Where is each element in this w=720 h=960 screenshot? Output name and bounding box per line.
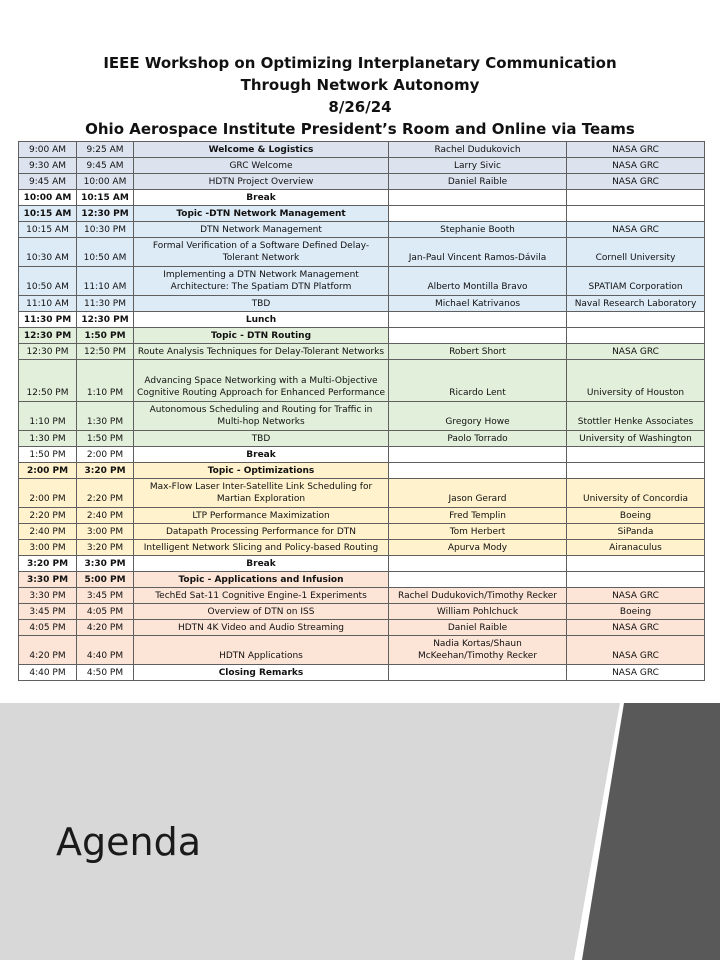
start-time-cell: 3:00 PM	[19, 540, 77, 556]
session-title-cell: Autonomous Scheduling and Routing for Traffic in Multi-hop Networks	[134, 402, 389, 431]
organization-cell: SiPanda	[567, 524, 705, 540]
speaker-cell: Paolo Torrado	[389, 431, 567, 447]
organization-cell: NASA GRC	[567, 636, 705, 665]
agenda-row-break	[19, 312, 705, 328]
session-title-cell: GRC Welcome	[134, 158, 389, 174]
speaker-cell: Rachel Dudukovich	[389, 142, 567, 158]
speaker-cell: Gregory Howe	[389, 402, 567, 431]
start-time-cell: 4:40 PM	[19, 665, 77, 681]
agenda-row	[19, 463, 705, 479]
start-time-cell: 11:10 AM	[19, 296, 77, 312]
speaker-cell	[389, 447, 567, 463]
end-time-cell: 3:45 PM	[77, 588, 134, 604]
organization-cell: NASA GRC	[567, 665, 705, 681]
end-time-cell: 12:30 PM	[77, 206, 134, 222]
end-time-cell: 5:00 PM	[77, 572, 134, 588]
start-time-cell: 10:15 AM	[19, 206, 77, 222]
agenda-row	[19, 540, 705, 556]
session-title-cell: Break	[134, 556, 389, 572]
speaker-cell: Alberto Montilla Bravo	[389, 267, 567, 296]
start-time-cell: 10:00 AM	[19, 190, 77, 206]
organization-cell: Boeing	[567, 604, 705, 620]
end-time-cell: 1:50 PM	[77, 328, 134, 344]
speaker-cell: Fred Templin	[389, 508, 567, 524]
end-time-cell: 1:30 PM	[77, 402, 134, 431]
organization-cell	[567, 463, 705, 479]
organization-cell	[567, 328, 705, 344]
agenda-row	[19, 267, 705, 296]
organization-cell: NASA GRC	[567, 158, 705, 174]
end-time-cell: 12:50 PM	[77, 344, 134, 360]
organization-cell: Stottler Henke Associates	[567, 402, 705, 431]
organization-cell: Boeing	[567, 508, 705, 524]
end-time-cell: 3:00 PM	[77, 524, 134, 540]
start-time-cell: 3:30 PM	[19, 572, 77, 588]
organization-cell: University of Concordia	[567, 479, 705, 508]
organization-cell: Airanaculus	[567, 540, 705, 556]
organization-cell	[567, 190, 705, 206]
start-time-cell: 2:00 PM	[19, 479, 77, 508]
agenda-row	[19, 572, 705, 588]
session-title-cell: Route Analysis Techniques for Delay-Tolerant Networks	[134, 344, 389, 360]
start-time-cell: 1:10 PM	[19, 402, 77, 431]
speaker-cell	[389, 190, 567, 206]
organization-cell	[567, 206, 705, 222]
speaker-cell	[389, 206, 567, 222]
workshop-location: Ohio Aerospace Institute President’s Room and Online via Teams	[85, 120, 635, 138]
agenda-row-break	[19, 556, 705, 572]
organization-cell	[567, 572, 705, 588]
agenda-row	[19, 142, 705, 158]
agenda-row	[19, 296, 705, 312]
start-time-cell: 3:20 PM	[19, 556, 77, 572]
speaker-cell: William Pohlchuck	[389, 604, 567, 620]
organization-cell: NASA GRC	[567, 620, 705, 636]
start-time-cell: 11:30 PM	[19, 312, 77, 328]
session-title-cell: Break	[134, 447, 389, 463]
session-title-cell: Topic - DTN Routing	[134, 328, 389, 344]
session-title-cell: Max-Flow Laser Inter-Satellite Link Scheduling for Martian Exploration	[134, 479, 389, 508]
session-title-cell: Break	[134, 190, 389, 206]
session-title-cell: Formal Verification of a Software Defined Delay-Tolerant Network	[134, 238, 389, 267]
speaker-cell	[389, 463, 567, 479]
agenda-table	[18, 141, 705, 681]
end-time-cell: 4:50 PM	[77, 665, 134, 681]
session-title-cell: Datapath Processing Performance for DTN	[134, 524, 389, 540]
end-time-cell: 4:40 PM	[77, 636, 134, 665]
session-title-cell: Intelligent Network Slicing and Policy-based Routing	[134, 540, 389, 556]
agenda-row	[19, 360, 705, 402]
agenda-row	[19, 524, 705, 540]
session-title-cell: Implementing a DTN Network Management Architecture: The Spatiam DTN Platform	[134, 267, 389, 296]
organization-cell: NASA GRC	[567, 222, 705, 238]
workshop-title-line-1: IEEE Workshop on Optimizing Interplanetary Communication	[103, 54, 617, 72]
agenda-row-break	[19, 190, 705, 206]
end-time-cell: 2:20 PM	[77, 479, 134, 508]
end-time-cell: 9:25 AM	[77, 142, 134, 158]
workshop-date: 8/26/24	[328, 98, 392, 116]
end-time-cell: 3:20 PM	[77, 540, 134, 556]
agenda-row	[19, 328, 705, 344]
organization-cell: Cornell University	[567, 238, 705, 267]
end-time-cell: 2:40 PM	[77, 508, 134, 524]
end-time-cell: 4:20 PM	[77, 620, 134, 636]
speaker-cell: Ricardo Lent	[389, 360, 567, 402]
agenda-row	[19, 431, 705, 447]
session-title-cell: Topic -DTN Network Management	[134, 206, 389, 222]
agenda-table-body	[19, 142, 705, 681]
agenda-row-break	[19, 447, 705, 463]
agenda-row	[19, 620, 705, 636]
speaker-cell: Stephanie Booth	[389, 222, 567, 238]
start-time-cell: 2:00 PM	[19, 463, 77, 479]
session-title-cell: Closing Remarks	[134, 665, 389, 681]
start-time-cell: 1:30 PM	[19, 431, 77, 447]
workshop-title-line-2: Through Network Autonomy	[240, 76, 480, 94]
session-title-cell: Overview of DTN on ISS	[134, 604, 389, 620]
agenda-row	[19, 588, 705, 604]
start-time-cell: 10:15 AM	[19, 222, 77, 238]
speaker-cell: Rachel Dudukovich/Timothy Recker	[389, 588, 567, 604]
start-time-cell: 9:45 AM	[19, 174, 77, 190]
end-time-cell: 3:30 PM	[77, 556, 134, 572]
end-time-cell: 4:05 PM	[77, 604, 134, 620]
agenda-row	[19, 158, 705, 174]
start-time-cell: 12:30 PM	[19, 328, 77, 344]
end-time-cell: 3:20 PM	[77, 463, 134, 479]
end-time-cell: 11:10 AM	[77, 267, 134, 296]
end-time-cell: 10:50 AM	[77, 238, 134, 267]
slide-title: Agenda	[56, 820, 201, 864]
agenda-row	[19, 222, 705, 238]
session-title-cell: TBD	[134, 431, 389, 447]
agenda-row	[19, 402, 705, 431]
agenda-row	[19, 479, 705, 508]
agenda-row	[19, 174, 705, 190]
end-time-cell: 10:15 AM	[77, 190, 134, 206]
session-title-cell: DTN Network Management	[134, 222, 389, 238]
agenda-row	[19, 206, 705, 222]
agenda-row	[19, 604, 705, 620]
organization-cell: University of Washington	[567, 431, 705, 447]
speaker-cell: Jason Gerard	[389, 479, 567, 508]
start-time-cell: 10:30 AM	[19, 238, 77, 267]
speaker-cell: Daniel Raible	[389, 620, 567, 636]
speaker-cell: Robert Short	[389, 344, 567, 360]
start-time-cell: 10:50 AM	[19, 267, 77, 296]
session-title-cell: LTP Performance Maximization	[134, 508, 389, 524]
speaker-cell: Tom Herbert	[389, 524, 567, 540]
end-time-cell: 2:00 PM	[77, 447, 134, 463]
end-time-cell: 1:50 PM	[77, 431, 134, 447]
start-time-cell: 3:30 PM	[19, 588, 77, 604]
start-time-cell: 1:50 PM	[19, 447, 77, 463]
agenda-row	[19, 344, 705, 360]
start-time-cell: 12:50 PM	[19, 360, 77, 402]
start-time-cell: 2:20 PM	[19, 508, 77, 524]
speaker-cell	[389, 328, 567, 344]
session-title-cell: TechEd Sat-11 Cognitive Engine-1 Experiments	[134, 588, 389, 604]
agenda-header	[0, 52, 720, 140]
speaker-cell	[389, 665, 567, 681]
session-title-cell: HDTN Applications	[134, 636, 389, 665]
start-time-cell: 2:40 PM	[19, 524, 77, 540]
end-time-cell: 11:30 PM	[77, 296, 134, 312]
speaker-cell	[389, 556, 567, 572]
organization-cell: University of Houston	[567, 360, 705, 402]
speaker-cell: Jan-Paul Vincent Ramos-Dávila	[389, 238, 567, 267]
session-title-cell: HDTN 4K Video and Audio Streaming	[134, 620, 389, 636]
end-time-cell: 12:30 PM	[77, 312, 134, 328]
agenda-row	[19, 636, 705, 665]
organization-cell: NASA GRC	[567, 142, 705, 158]
speaker-cell: Daniel Raible	[389, 174, 567, 190]
organization-cell	[567, 447, 705, 463]
end-time-cell: 10:30 PM	[77, 222, 134, 238]
organization-cell: Naval Research Laboratory	[567, 296, 705, 312]
agenda-row-break	[19, 665, 705, 681]
agenda-row	[19, 508, 705, 524]
session-title-cell: Advancing Space Networking with a Multi-Objective Cognitive Routing Approach for Enhanced Performance	[134, 360, 389, 402]
start-time-cell: 4:05 PM	[19, 620, 77, 636]
session-title-cell: Topic - Optimizations	[134, 463, 389, 479]
start-time-cell: 9:00 AM	[19, 142, 77, 158]
start-time-cell: 4:20 PM	[19, 636, 77, 665]
speaker-cell: Nadia Kortas/Shaun McKeehan/Timothy Recker	[389, 636, 567, 665]
start-time-cell: 9:30 AM	[19, 158, 77, 174]
speaker-cell: Apurva Mody	[389, 540, 567, 556]
organization-cell: NASA GRC	[567, 344, 705, 360]
organization-cell: SPATIAM Corporation	[567, 267, 705, 296]
end-time-cell: 1:10 PM	[77, 360, 134, 402]
organization-cell	[567, 556, 705, 572]
start-time-cell: 12:30 PM	[19, 344, 77, 360]
start-time-cell: 3:45 PM	[19, 604, 77, 620]
agenda-row	[19, 238, 705, 267]
session-title-cell: Welcome & Logistics	[134, 142, 389, 158]
end-time-cell: 9:45 AM	[77, 158, 134, 174]
organization-cell	[567, 312, 705, 328]
session-title-cell: TBD	[134, 296, 389, 312]
speaker-cell	[389, 572, 567, 588]
session-title-cell: Topic - Applications and Infusion	[134, 572, 389, 588]
speaker-cell: Larry Sivic	[389, 158, 567, 174]
session-title-cell: HDTN Project Overview	[134, 174, 389, 190]
speaker-cell: Michael Katrivanos	[389, 296, 567, 312]
end-time-cell: 10:00 AM	[77, 174, 134, 190]
organization-cell: NASA GRC	[567, 174, 705, 190]
organization-cell: NASA GRC	[567, 588, 705, 604]
speaker-cell	[389, 312, 567, 328]
session-title-cell: Lunch	[134, 312, 389, 328]
